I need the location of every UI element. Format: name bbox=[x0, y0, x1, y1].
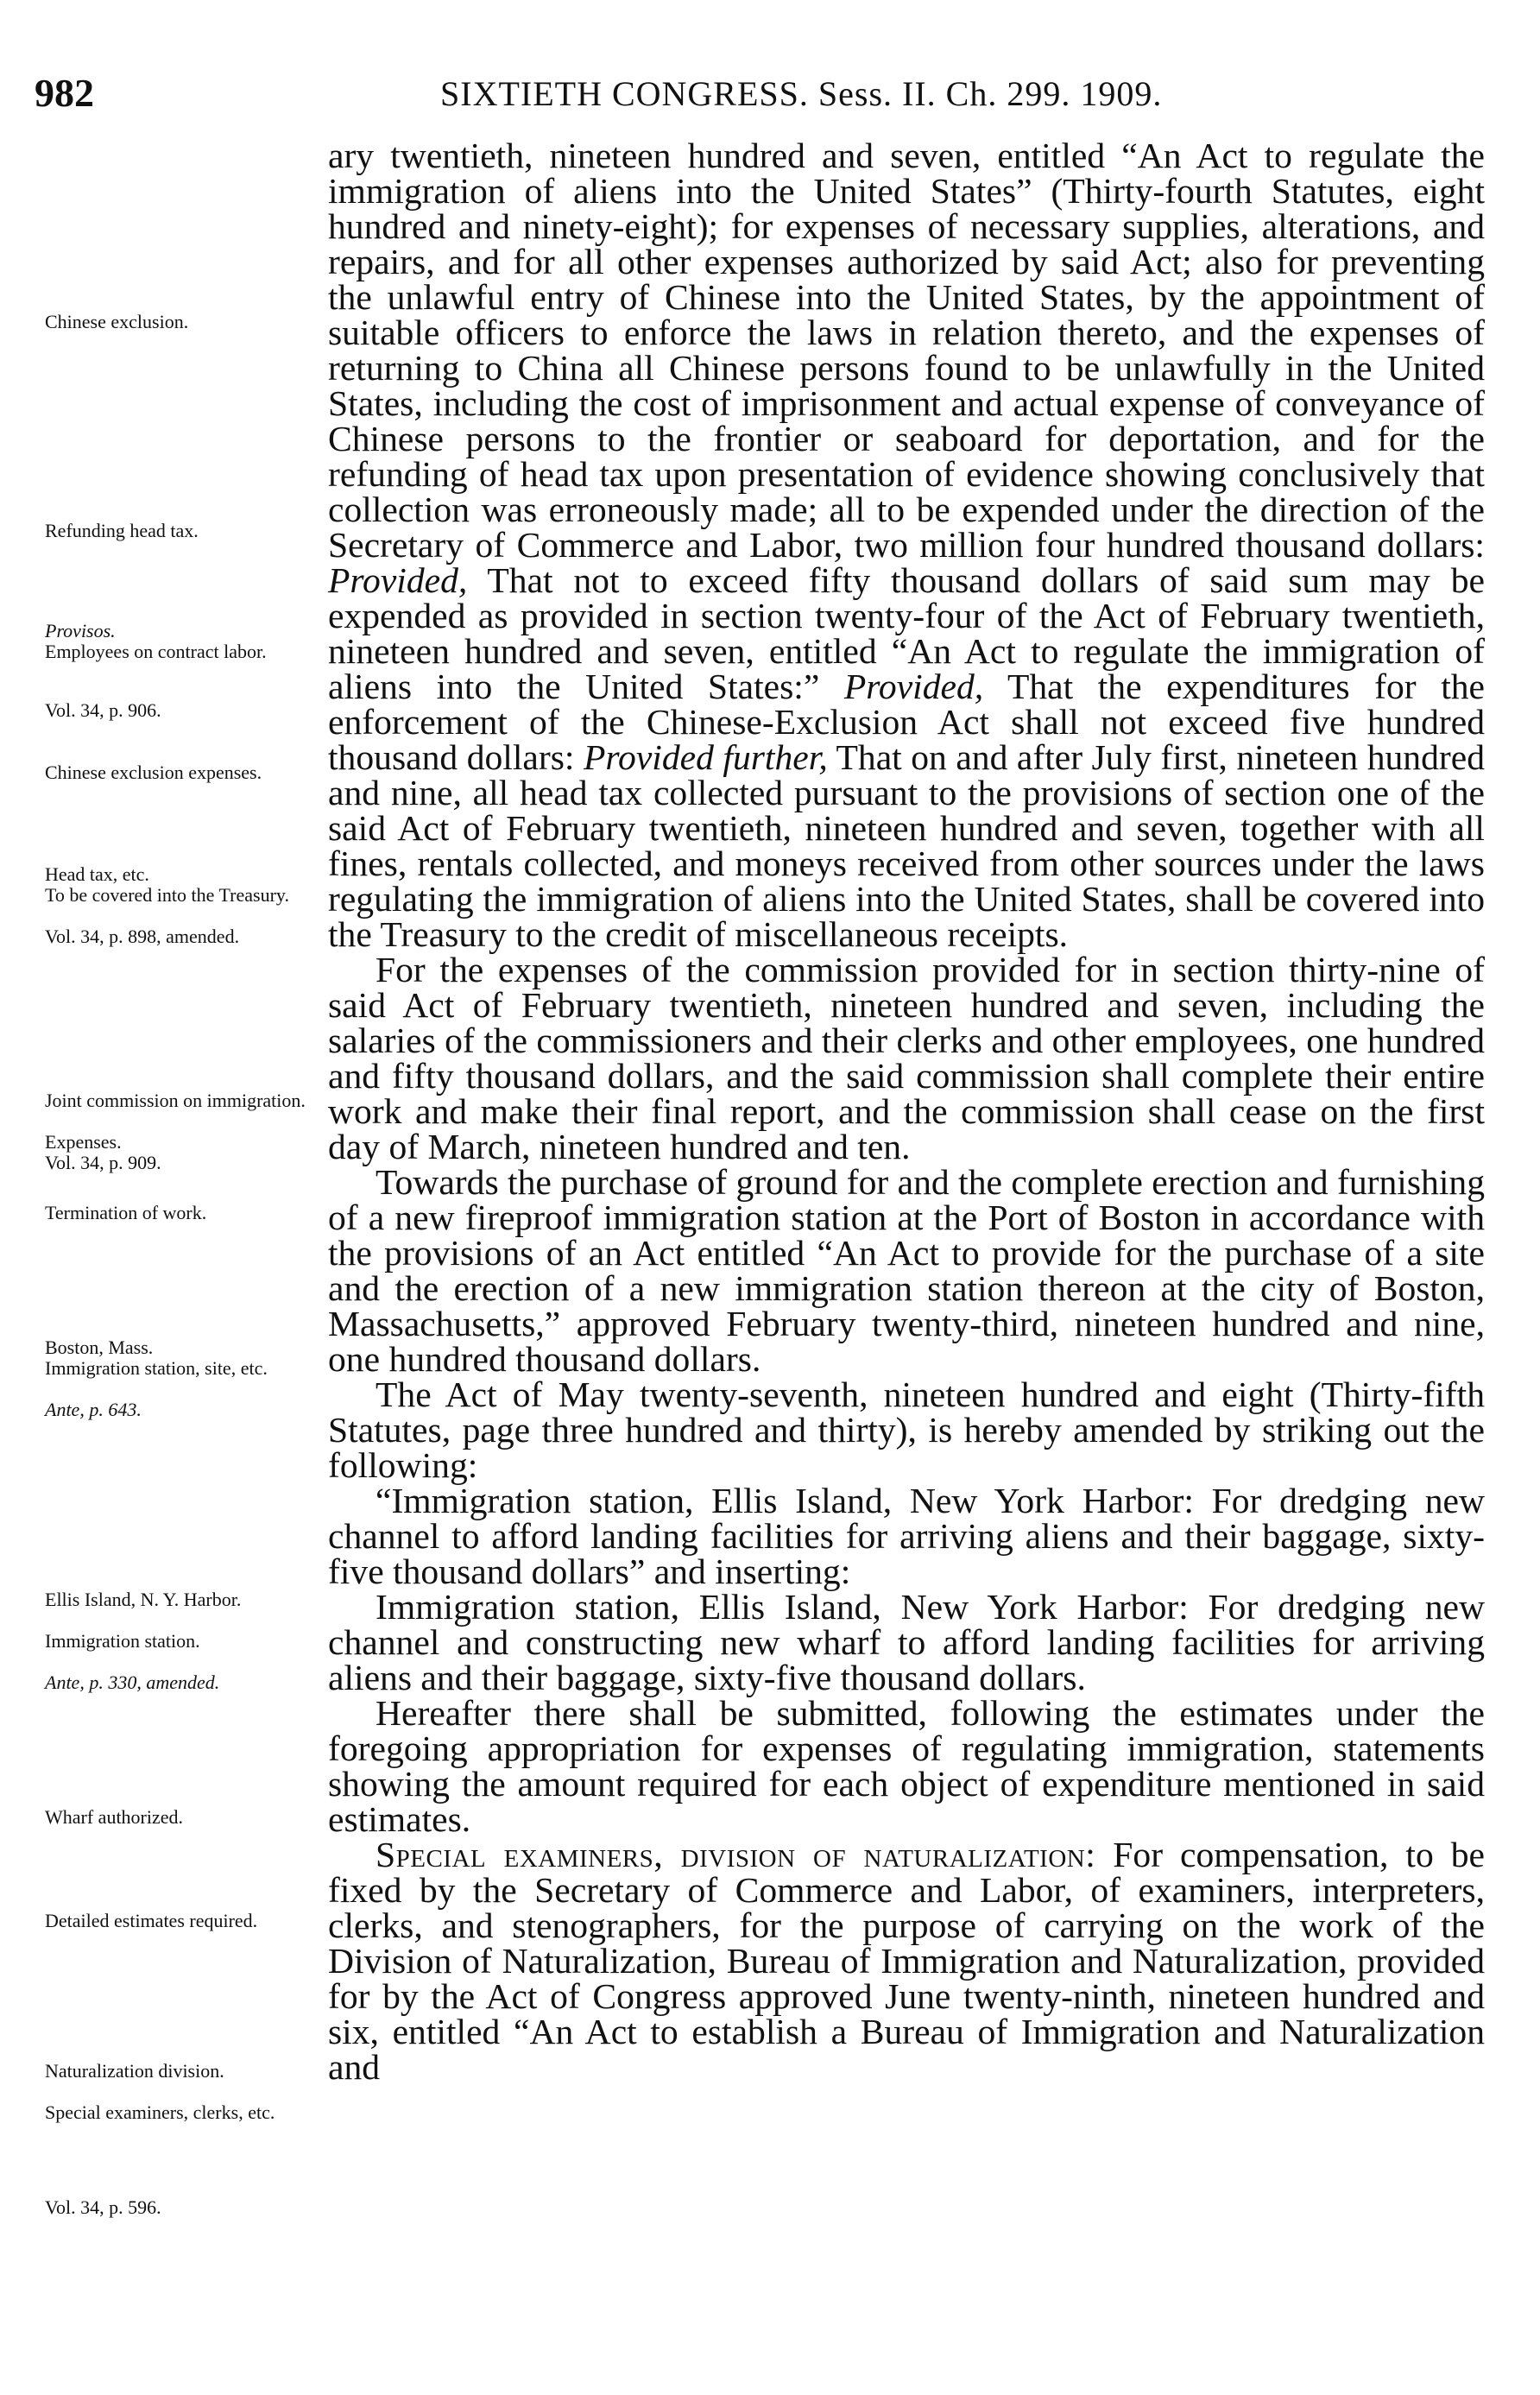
margin-note-vol34-p898: Vol. 34, p. 898, amended. bbox=[45, 926, 240, 947]
margin-note-boston: Boston, Mass. bbox=[45, 1337, 154, 1358]
text-run: For compensation, to be fixed by the Secretary of Commerce and Labor, of examiners, interpreters, clerks, and stenographers, for the purpose of carrying on the work of the Division of Naturalization, Bureau of Immigration and Naturalization, provided for by the Act of Congress approved June twenty-ninth, nineteen hundred and six, entitled “An Act to establish a Bureau of Immigration and Naturalization and bbox=[328, 1835, 1486, 2087]
body-text bbox=[328, 138, 1485, 2085]
margin-note-detailed-estimates: Detailed estimates required. bbox=[45, 1910, 258, 1931]
text-run: That not to exceed fifty thousand dollars of said sum may be expended as provided in section twenty-four of the Act of February twentieth, nineteen hundred and seven, entitled “An Act to regulate the immigration of aliens into the United States:” bbox=[328, 560, 1485, 706]
running-title: SIXTIETH CONGRESS. Sess. II. Ch. 299. 1909. bbox=[440, 74, 1163, 113]
margin-note-chinese-exclusion: Chinese exclusion. bbox=[45, 311, 189, 332]
paragraph-special-examiners bbox=[328, 1837, 1485, 2085]
margin-note-immigration-station: Immigration station. bbox=[45, 1630, 200, 1652]
margin-note-immigration-station-site: Immigration station, site, etc. bbox=[45, 1357, 268, 1379]
margin-note-expenses: Expenses. bbox=[45, 1131, 122, 1153]
paragraph-joint-commission: For the expenses of the commission provided for in section thirty-nine of said Act of February twentieth, nineteen hundred and seven, including the salaries of the commissioners and their clerks and other employees, one hundred and fifty thousand dollars, and the said commission shall complete their entire work and make their final report, and the commission shall cease on the first day of March, nineteen hundred and ten. bbox=[328, 950, 1485, 1166]
margin-note-vol34-p909: Vol. 34, p. 909. bbox=[45, 1152, 161, 1173]
proviso-word: Provided, bbox=[328, 560, 468, 600]
paragraph-act-amended: The Act of May twenty-seventh, nineteen hundred and eight (Thirty-fifth Statutes, page three hundred and thirty), is hereby amended by striking out the following: bbox=[328, 1374, 1485, 1485]
paragraph-struck-text: “Immigration station, Ellis Island, New York Harbor: For dredging new channel to afford landing facilities for arriving aliens and their baggage, sixty-five thousand dollars” and inserting: bbox=[328, 1481, 1485, 1591]
margin-note-provisos: Provisos. bbox=[45, 620, 116, 641]
text-run: That on and after July first, nineteen hundred and nine, all head tax collected pursuant to the provisions of section one of the said Act of February twentieth, nineteen hundred and seven, together with all fines, rentals collected, and moneys received from other sources under the laws regulating the immigration of aliens into the United States, shall be covered into the Treasury to the credit of miscellaneous receipts. bbox=[328, 737, 1486, 954]
margin-note-covered-into-treasury: To be covered into the Treasury. bbox=[45, 884, 289, 906]
proviso-word: Provided, bbox=[843, 667, 984, 706]
paragraph-appropriation-continued bbox=[328, 138, 1485, 952]
margin-note-special-examiners: Special examiners, clerks, etc. bbox=[45, 2101, 275, 2123]
margin-note-ante-p330: Ante, p. 330, amended. bbox=[45, 1671, 220, 1693]
margin-note-wharf-authorized: Wharf authorized. bbox=[45, 1806, 184, 1828]
proviso-word: Provided further, bbox=[583, 737, 828, 777]
section-heading: Special examiners, division of naturalization: bbox=[376, 1835, 1096, 1874]
paragraph-inserted-text: Immigration station, Ellis Island, New York Harbor: For dredging new channel and constructing new wharf to afford landing facilities for arriving aliens and their baggage, sixty-five thousand dollars. bbox=[328, 1587, 1485, 1697]
margin-note-employees-contract-labor: Employees on contract labor. bbox=[45, 641, 267, 662]
margin-note-joint-commission: Joint commission on immigration. bbox=[45, 1090, 306, 1111]
margin-note-vol34-p596: Vol. 34, p. 596. bbox=[45, 2196, 161, 2218]
margin-note-chinese-exclusion-expenses: Chinese exclusion expenses. bbox=[45, 761, 262, 783]
page-header bbox=[0, 71, 1540, 123]
text-run: That the expenditures for the enforcement of the Chinese-Exclusion Act shall not exceed five hundred thousand dollars: bbox=[328, 667, 1486, 777]
margin-note-naturalization-division: Naturalization division. bbox=[45, 2060, 224, 2082]
margin-note-head-tax: Head tax, etc. bbox=[45, 863, 149, 885]
margin-note-vol34-p906: Vol. 34, p. 906. bbox=[45, 699, 161, 721]
paragraph-detailed-estimates: Hereafter there shall be submitted, following the estimates under the foregoing appropriation for expenses of regulating immigration, statements showing the amount required for each object of expenditure mentioned in said estimates. bbox=[328, 1693, 1485, 1839]
margin-note-refunding-head-tax: Refunding head tax. bbox=[45, 520, 199, 541]
page-number: 982 bbox=[35, 71, 94, 115]
margin-note-ellis-island: Ellis Island, N. Y. Harbor. bbox=[45, 1589, 242, 1610]
text-run: ary twentieth, nineteen hundred and seven, entitled “An Act to regulate the immigration of aliens into the United States” (Thirty-fourth Statutes, eight hundred and ninety-eight); for expenses of necessary supplies, alterations, and repairs, and for all other expenses authorized by said Act; also for preventing the unlawful entry of Chinese into the United States, by the appointment of suitable officers to enforce the laws in relation thereto, and the expenses of returning to China all Chinese persons found to be unlawfully in the United States, including the cost of imprisonment and actual expense of conveyance of Chinese persons to the frontier or seaboard for deportation, and for the refunding of head tax upon presentation of evidence showing conclusively that collection was erroneously made; all to be expended under the direction of the Secretary of Commerce and Labor, two million four hundred thousand dollars: bbox=[328, 136, 1485, 565]
paragraph-boston-station: Towards the purchase of ground for and the complete erection and furnishing of a new fireproof immigration station at the Port of Boston in accordance with the provisions of an Act entitled “An Act to provide for the purchase of a site and the erection of a new immigration station thereon at the city of Boston, Massachusetts,” approved February twenty-third, nineteen hundred and nine, one hundred thousand dollars. bbox=[328, 1162, 1485, 1379]
margin-note-termination-of-work: Termination of work. bbox=[45, 1202, 207, 1223]
margin-note-ante-p643: Ante, p. 643. bbox=[45, 1399, 142, 1420]
